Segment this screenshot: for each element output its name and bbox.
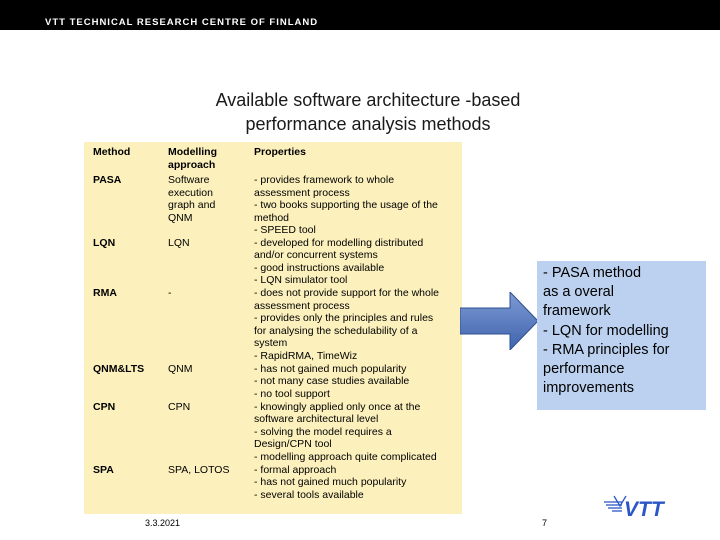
row-pasa-approach-4: QNM — [168, 211, 193, 224]
row-pasa-approach-3: graph and — [168, 199, 216, 211]
row-qnmlts-property-2: - not many case studies available — [254, 375, 410, 387]
row-lqn-property-3: - good instructions available — [254, 261, 385, 274]
footer-date: 3.3.2021 — [145, 518, 181, 528]
row-rma-property-5: system — [254, 337, 288, 349]
row-pasa-property-3: - two books supporting the usage of the — [254, 199, 438, 211]
row-qnmlts-method: QNM&LTS — [93, 362, 145, 375]
row-cpn-method: CPN — [93, 400, 116, 413]
row-pasa-approach-1: Software — [168, 174, 210, 186]
row-rma-property-1: - does not provide support for the whole — [254, 287, 440, 299]
right-arrow-icon — [460, 292, 538, 350]
row-rma-property-2: assessment process — [254, 299, 350, 312]
row-spa-property-1: - formal approach — [254, 463, 337, 476]
row-pasa-approach-2: execution — [168, 186, 213, 199]
row-rma-property-6: - RapidRMA, TimeWiz — [254, 349, 358, 362]
callout-line-5: - RMA principles for — [543, 341, 670, 358]
callout-line-2: as a overal — [543, 284, 614, 301]
methods-table — [84, 142, 462, 514]
summary-callout — [537, 261, 706, 410]
row-pasa-method: PASA — [93, 174, 122, 186]
row-pasa-property-1: - provides framework to whole — [254, 174, 395, 186]
row-lqn-property-2: and/or concurrent systems — [254, 249, 378, 261]
page-number: 7 — [542, 518, 548, 528]
row-spa-approach-1: SPA, LOTOS — [168, 463, 230, 476]
callout-line-7: improvements — [543, 380, 635, 397]
row-spa-method: SPA — [93, 463, 114, 476]
row-qnmlts-property-1: - has not gained much popularity — [254, 362, 407, 375]
column-header-method: Method — [93, 146, 131, 158]
row-cpn-approach-1: CPN — [168, 400, 191, 413]
row-rma-property-3: - provides only the principles and rules — [254, 312, 434, 324]
callout-line-1: - PASA method — [543, 265, 642, 281]
row-lqn-property-4: - LQN simulator tool — [254, 274, 348, 286]
column-header-properties: Properties — [254, 146, 306, 158]
slide-title-line-2: performance analysis methods — [245, 114, 491, 134]
callout-line-3: framework — [543, 303, 611, 320]
logo-text: VTT — [624, 498, 664, 520]
row-qnmlts-property-3: - no tool support — [254, 387, 330, 400]
row-lqn-approach-1: LQN — [168, 236, 190, 249]
row-spa-property-3: - several tools available — [254, 488, 364, 501]
row-rma-approach-1: - — [168, 287, 172, 299]
callout-line-6: performance — [543, 361, 625, 378]
row-pasa-property-2: assessment process — [254, 186, 350, 199]
row-rma-method: RMA — [93, 287, 117, 299]
header-bar — [0, 0, 720, 30]
slide-title — [150, 88, 586, 136]
row-cpn-property-2: software architectural level — [254, 413, 379, 425]
vtt-logo — [602, 490, 682, 520]
row-cpn-property-3: - solving the model requires a — [254, 425, 392, 438]
row-pasa-property-4: method — [254, 211, 290, 224]
row-cpn-property-4: Design/CPN tool — [254, 438, 332, 450]
slide-title-line-1: Available software architecture -based — [215, 90, 521, 110]
row-cpn-property-1: - knowingly applied only once at the — [254, 400, 421, 413]
column-header-approach-line-1: Modelling — [168, 146, 217, 158]
row-lqn-property-1: - developed for modelling distributed — [254, 236, 424, 249]
row-cpn-property-5: - modelling approach quite complicated — [254, 450, 437, 463]
row-rma-property-4: for analysing the schedulability of a — [254, 324, 418, 337]
row-qnmlts-approach-1: QNM — [168, 362, 193, 375]
callout-line-4: - LQN for modelling — [543, 322, 669, 339]
row-pasa-property-5: - SPEED tool — [254, 224, 316, 236]
row-spa-property-2: - has not gained much popularity — [254, 476, 407, 488]
column-header-approach-line-2: approach — [168, 158, 216, 171]
row-lqn-method: LQN — [93, 236, 116, 249]
org-name: VTT TECHNICAL RESEARCH CENTRE OF FINLAND — [45, 17, 319, 28]
